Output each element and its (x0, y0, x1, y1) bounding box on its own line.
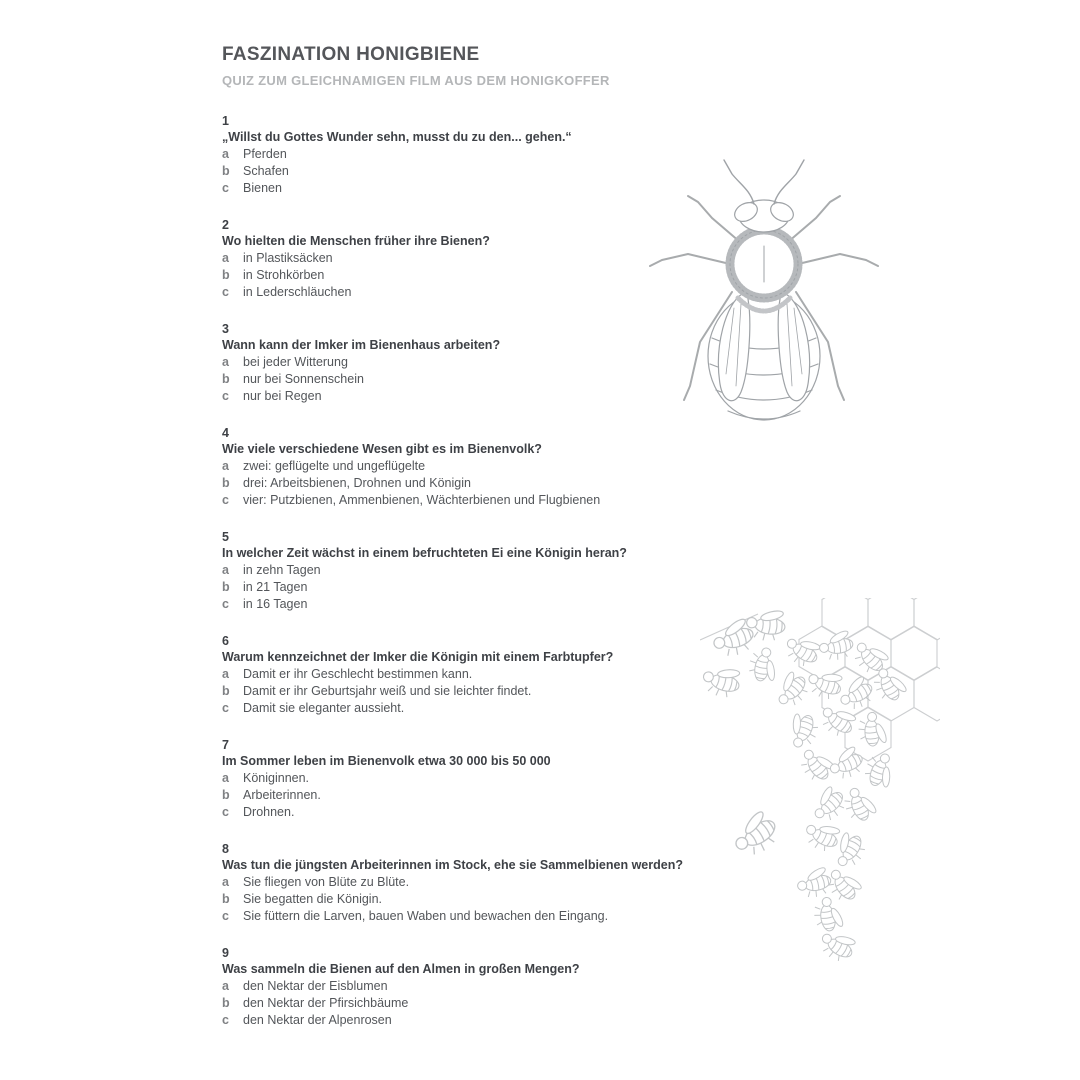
answer-option (222, 562, 742, 579)
answer-option (222, 874, 742, 891)
answer-option (222, 596, 742, 613)
option-letter: b (222, 996, 230, 1010)
option-letter: b (222, 268, 230, 282)
option-list (222, 666, 742, 717)
question-block (222, 426, 742, 509)
option-text: Bienen (243, 181, 282, 195)
option-list (222, 458, 742, 509)
option-text: in Strohkörben (243, 268, 325, 282)
option-text: Damit sie eleganter aussieht. (243, 701, 405, 715)
option-letter: a (222, 147, 229, 161)
option-letter: c (222, 909, 229, 923)
option-text: Schafen (243, 164, 289, 178)
bee-cluster (700, 606, 910, 966)
option-letter: c (222, 181, 229, 195)
question-number: 7 (222, 738, 229, 752)
option-text: nur bei Regen (243, 389, 322, 403)
question-text: Was sammeln die Bienen auf den Almen in großen Mengen? (222, 962, 580, 976)
answer-option (222, 891, 742, 908)
option-list (222, 562, 742, 613)
option-text: Königinnen. (243, 771, 310, 785)
answer-option (222, 770, 742, 787)
answer-option (222, 492, 742, 509)
question-number: 2 (222, 218, 229, 232)
question-text: Wann kann der Imker im Bienenhaus arbeiten? (222, 338, 501, 352)
option-text: Sie füttern die Larven, bauen Waben und bewachen den Eingang. (243, 909, 609, 923)
option-text: den Nektar der Alpenrosen (243, 1013, 392, 1027)
answer-option (222, 666, 742, 683)
option-letter: c (222, 701, 229, 715)
option-text: Arbeiterinnen. (243, 788, 321, 802)
answer-option (222, 787, 742, 804)
option-text: den Nektar der Pfirsichbäume (243, 996, 409, 1010)
question-number: 6 (222, 634, 229, 648)
answer-option (222, 804, 742, 821)
option-letter: b (222, 164, 230, 178)
question-text: Warum kennzeichnet der Imker die Königin mit einem Farbtupfer? (222, 650, 614, 664)
question-number: 3 (222, 322, 229, 336)
option-letter: a (222, 355, 229, 369)
option-letter: c (222, 1013, 229, 1027)
option-text: bei jeder Witterung (243, 355, 348, 369)
question-text: In welcher Zeit wächst in einem befruchteten Ei eine Königin heran? (222, 546, 627, 560)
answer-option (222, 995, 742, 1012)
option-letter: a (222, 563, 229, 577)
option-text: in Lederschläuchen (243, 285, 352, 299)
option-letter: a (222, 251, 229, 265)
question-text: „Willst du Gottes Wunder sehn, musst du zu den... gehen.“ (222, 130, 572, 144)
honeybee-illustration (638, 146, 890, 430)
question-block (222, 634, 742, 717)
option-letter: b (222, 684, 230, 698)
option-letter: a (222, 979, 229, 993)
question-block (222, 738, 742, 821)
option-letter: c (222, 389, 229, 403)
option-text: drei: Arbeitsbienen, Drohnen und Königin (243, 476, 471, 490)
option-text: Sie begatten die Königin. (243, 892, 382, 906)
answer-option (222, 683, 742, 700)
answer-option (222, 978, 742, 995)
option-text: Drohnen. (243, 805, 295, 819)
option-letter: a (222, 875, 229, 889)
option-text: in 21 Tagen (243, 580, 308, 594)
page-subtitle: QUIZ ZUM GLEICHNAMIGEN FILM AUS DEM HONIGKOFFER (222, 73, 610, 88)
option-text: den Nektar der Eisblumen (243, 979, 388, 993)
option-letter: a (222, 667, 229, 681)
question-block (222, 530, 742, 613)
option-letter: a (222, 771, 229, 785)
option-text: Damit er ihr Geschlecht bestimmen kann. (243, 667, 473, 681)
document-header (222, 44, 782, 88)
page-title: FASZINATION HONIGBIENE (222, 44, 480, 65)
question-block (222, 946, 742, 1029)
option-list (222, 874, 742, 925)
option-letter: a (222, 459, 229, 473)
answer-option (222, 1012, 742, 1029)
question-number: 8 (222, 842, 229, 856)
answer-option (222, 908, 742, 925)
option-text: Pferden (243, 147, 287, 161)
question-number: 5 (222, 530, 229, 544)
option-letter: c (222, 597, 229, 611)
option-text: in Plastiksäcken (243, 251, 333, 265)
option-letter: c (222, 805, 229, 819)
question-number: 4 (222, 426, 229, 440)
question-number: 9 (222, 946, 229, 960)
option-letter: c (222, 285, 229, 299)
option-letter: b (222, 580, 230, 594)
answer-option (222, 475, 742, 492)
option-text: in zehn Tagen (243, 563, 321, 577)
question-text: Wo hielten die Menschen früher ihre Bienen? (222, 234, 490, 248)
question-number: 1 (222, 114, 229, 128)
answer-option (222, 579, 742, 596)
question-block (222, 842, 742, 925)
option-letter: b (222, 476, 230, 490)
option-list (222, 770, 742, 821)
answer-option (222, 458, 742, 475)
option-text: Damit er ihr Geburtsjahr weiß und sie leichter findet. (243, 684, 532, 698)
option-letter: b (222, 788, 230, 802)
option-letter: b (222, 372, 230, 386)
option-letter: b (222, 892, 230, 906)
answer-option (222, 700, 742, 717)
option-text: Sie fliegen von Blüte zu Blüte. (243, 875, 410, 889)
option-letter: c (222, 493, 229, 507)
question-text: Was tun die jüngsten Arbeiterinnen im Stock, ehe sie Sammelbienen werden? (222, 858, 683, 872)
option-list (222, 978, 742, 1029)
question-text: Im Sommer leben im Bienenvolk etwa 30 000 bis 50 000 (222, 754, 551, 768)
bee-swarm-illustration (700, 598, 940, 970)
question-text: Wie viele verschiedene Wesen gibt es im Bienenvolk? (222, 442, 542, 456)
option-text: vier: Putzbienen, Ammenbienen, Wächterbienen und Flugbienen (243, 493, 601, 507)
option-text: in 16 Tagen (243, 597, 308, 611)
option-text: nur bei Sonnenschein (243, 372, 364, 386)
option-text: zwei: geflügelte und ungeflügelte (243, 459, 426, 473)
